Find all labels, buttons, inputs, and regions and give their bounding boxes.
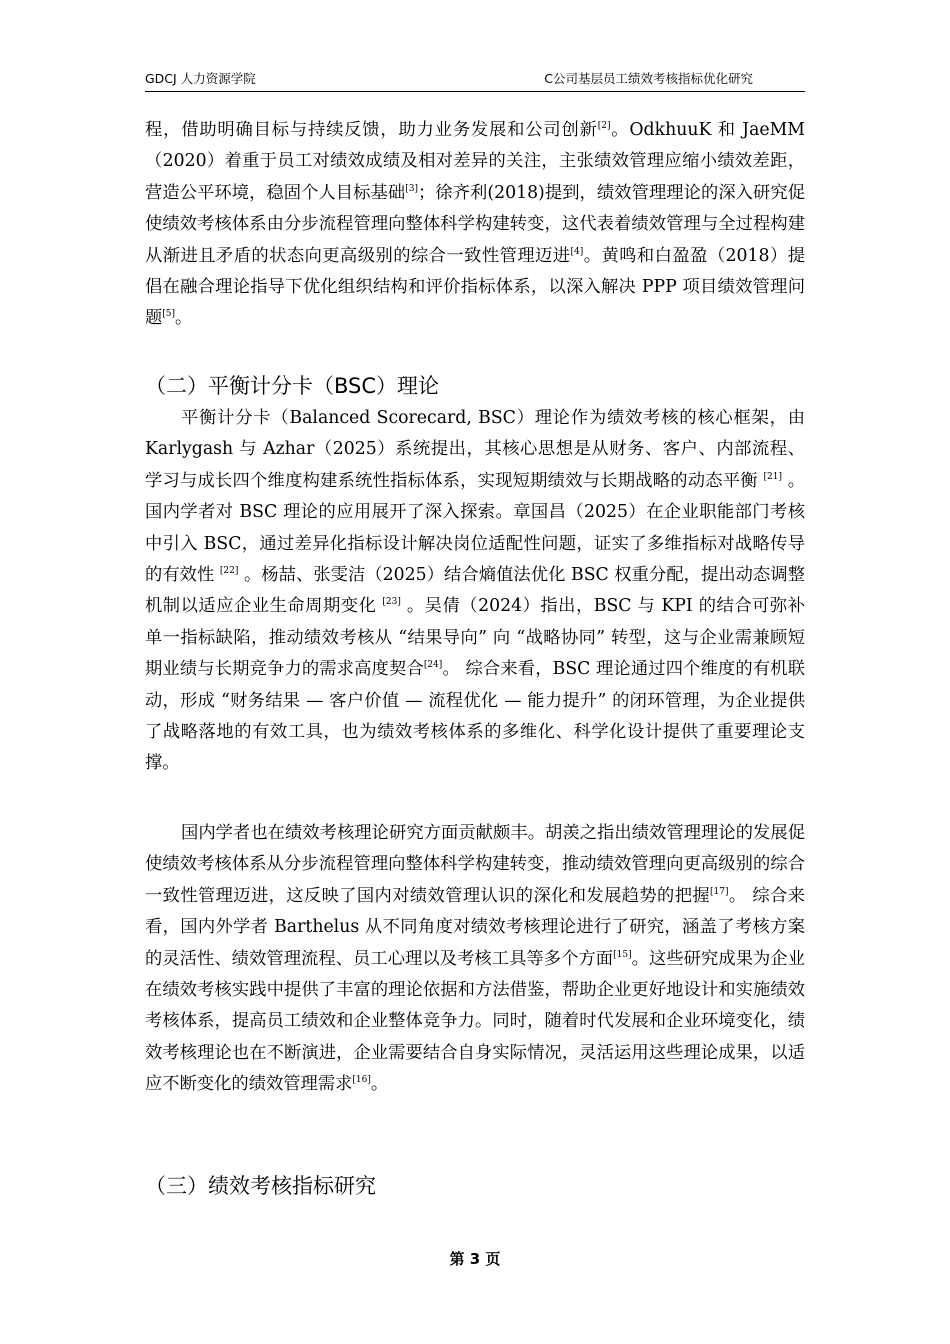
page-number: 第 3 页: [449, 1250, 501, 1268]
citation: [15]: [613, 949, 632, 960]
text-run: 。: [175, 308, 193, 329]
text-run: 。国内学者对 BSC 理论的应用展开了深入探索。章国昌（2025）在企业职能部门考核中引入 BSC，通过差异化指标设计解决岗位适配性问题，证实了多维指标对战略传导的有效性: [145, 470, 806, 586]
text-run: ；徐齐利(2018)提到，绩效管理理论的深入研究促使绩效考核体系由分步流程管理向整体科学构建转变，这代表着绩效管理与全过程构建从渐进且矛盾的状态向更高级别的综合一致性管理迈进: [145, 182, 805, 266]
text-run: 。OdkhuuK 和 JaeMM（2020）着重于员工对绩效成绩及相对差异的关注，主张绩效管理应缩小绩效差距，营造公平环境，稳固个人目标基础: [145, 120, 805, 203]
text-run: 。这些研究成果为企业在绩效考核实践中提供了丰富的理论依据和方法借鉴，帮助企业更好地设计和实施绩效考核体系，提高员工绩效和企业整体竞争力。同时，随着时代发展和企业环境变化，绩效考核理论也在不断演进，企业需要结合自身实际情况，灵活运用这些理论成果，以适应不断变化的绩效管理需求: [145, 948, 805, 1095]
citation: [5]: [162, 309, 176, 320]
text-run: 国内学者也在绩效考核理论研究方面贡献颇丰。胡羡之指出绩效管理理论的发展促使绩效考核体系从分步流程管理向整体科学构建转变，推动绩效管理向更高级别的综合一致性管理迈进，这反映了国内对绩效管理认识的深化和发展趋势的把握: [145, 823, 805, 906]
citation: [17]: [710, 886, 729, 897]
page-header: [145, 69, 805, 92]
citation: [22]: [219, 566, 239, 577]
citation: [24]: [423, 660, 443, 671]
text-run: 。黄鸣和白盈盈（2018）提倡在融合理论指导下优化组织结构和评价指标体系，以深入解决 PPP 项目绩效管理问题: [145, 245, 805, 329]
text-run: 。: [370, 1074, 389, 1095]
section-heading-indicators: （三）绩效考核指标研究: [145, 1174, 376, 1198]
citation: [21]: [763, 471, 782, 482]
paragraph-2: [145, 403, 805, 780]
citation: [2]: [597, 121, 611, 131]
text-run: 。 综合来看，国内外学者 Barthelus 从不同角度对绩效考核理论进行了研究，涵盖了考核方案的灵活性、绩效管理流程、员工心理以及考核工具等多个方面: [145, 885, 805, 969]
text-run: 。杨喆、张雯洁（2025）结合熵值法优化 BSC 权重分配，提出动态调整机制以适应企业生命周期变化: [145, 565, 805, 617]
citation: [23]: [382, 597, 401, 608]
text-run: 。 综合来看，BSC 理论通过四个维度的有机联动，形成 “财务结果 — 客户价值 — 流程优化 — 能力提升” 的闭环管理，为企业提供了战略落地的有效工具，也为绩效考核体系的多维化、科学化设计提供了重要理论支撑。: [145, 659, 805, 774]
text-run: 平衡计分卡（Balanced Scorecard, BSC）理论作为绩效考核的核心框架，由 Karlygash 与 Azhar（2025）系统提出，其核心思想是从财务、客户、内部流程、学习与成长四个维度构建系统性指标体系，实现短期绩效与长期战略的动态平衡: [145, 408, 805, 491]
section-heading-bsc: （二）平衡计分卡（BSC）理论: [145, 374, 440, 398]
header-left: GDCJ 人力资源学院: [145, 71, 256, 86]
paragraph-3: [145, 818, 805, 1101]
text-run: 。吴倩（2024）指出，BSC 与 KPI 的结合可弥补单一指标缺陷，推动绩效考核从 “结果导向” 向 “战略协同” 转型，这与企业需兼顾短期业绩与长期竞争力的需求高度契合: [145, 596, 805, 680]
header-right: C公司基层员工绩效考核指标优化研究: [544, 71, 753, 86]
citation: [3]: [405, 183, 418, 194]
text-run: 程，借助明确目标与持续反馈，助力业务发展和公司创新: [145, 120, 598, 140]
citation: [16]: [352, 1075, 371, 1086]
paragraph-1: [145, 115, 805, 335]
citation: [4]: [570, 246, 584, 257]
